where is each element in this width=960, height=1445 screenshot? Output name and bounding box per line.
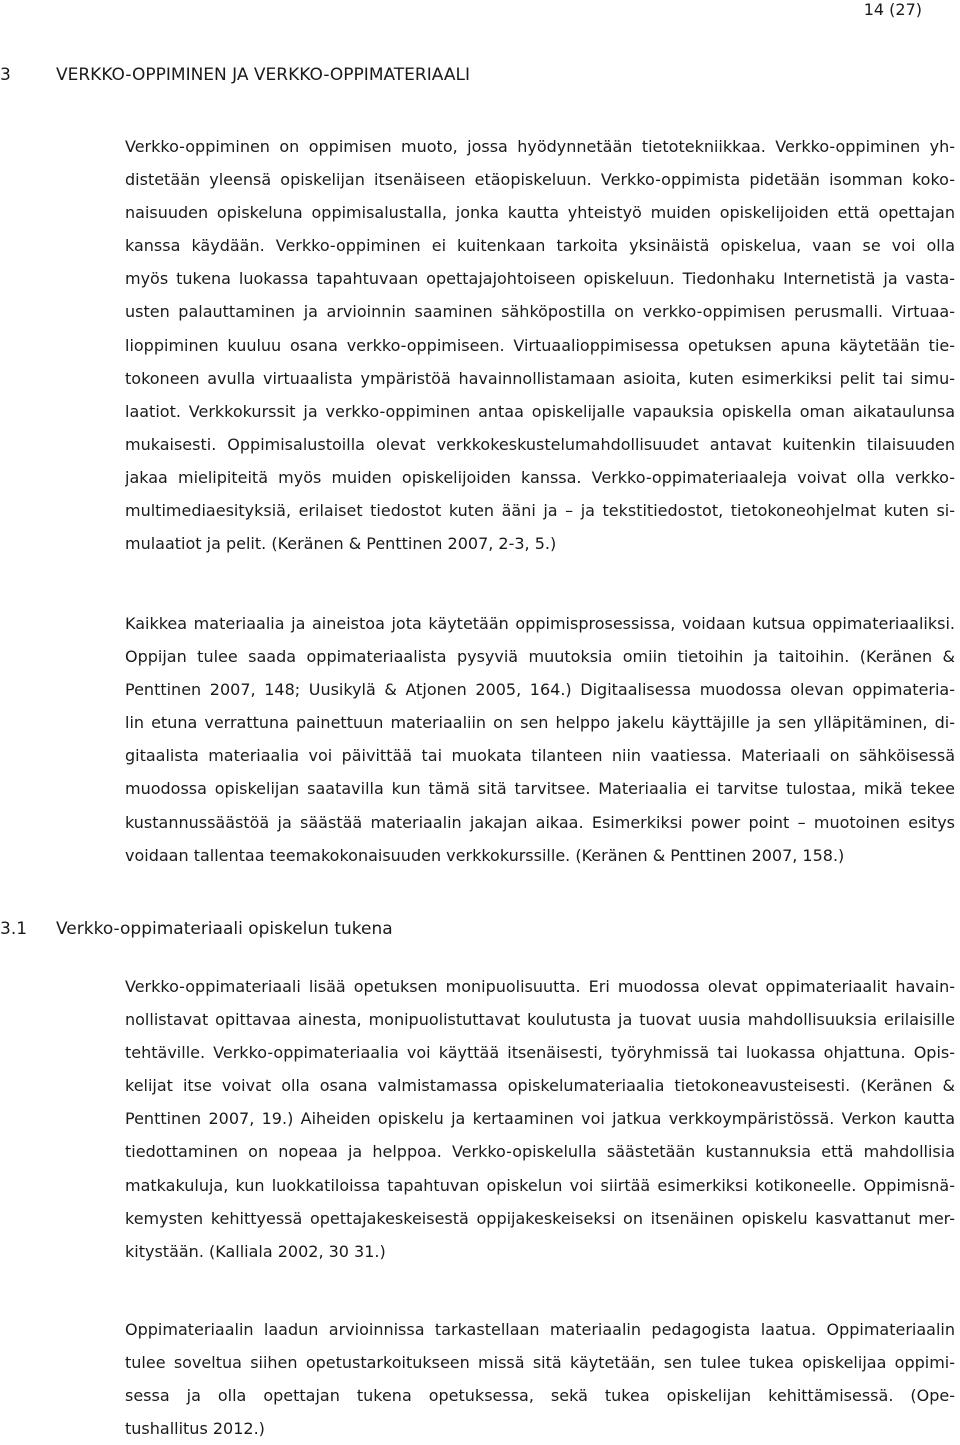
section-heading-3: [0, 64, 470, 86]
text-line: Verkko-oppiminen on oppimisen muoto, jossa hyödynnetään tietotekniikkaa. Verkko-oppiminen yh-: [125, 137, 955, 156]
text-line: tushallitus 2012.): [125, 1419, 265, 1439]
text-line: Oppijan tulee saada oppimateriaalista pysyviä muutoksia omiin tietoihin ja taitoihin. (Keränen &: [125, 647, 955, 667]
text-line: voidaan tallentaa teemakokonaisuuden verkkokurssille. (Keränen & Penttinen 2007, 158.): [125, 845, 845, 865]
text-line: lin etuna verrattuna painettuun materiaaliin on sen helppo jakelu käyttäjille ja sen ylläpitäminen, di-: [125, 713, 955, 733]
text-line: mukaisesti. Oppimisalustoilla olevat verkkokeskustelumahdollisuudet antavat kuitenkin tilaisuuden: [125, 434, 955, 454]
paragraph-1: [125, 130, 955, 560]
text-line: Kaikkea materiaalia ja aineistoa jota käytetään oppimisprosessissa, voidaan kutsua oppimateriaaliksi.: [125, 614, 955, 633]
text-line: Oppimateriaalin laadun arvioinnissa tarkastellaan materiaalin pedagogista laatua. Oppimateriaalin: [125, 1320, 955, 1339]
text-line: Penttinen 2007, 19.) Aiheiden opiskelu ja kertaaminen voi jatkua verkkoympäristössä. Verkon kautta: [125, 1109, 955, 1129]
text-line: kelijat itse voivat olla osana valmistamassa opiskelumateriaalia tietokoneavusteisesti. (Keränen &: [125, 1076, 955, 1096]
text-line: matkakuluja, kun luokkatiloissa tapahtuvan opiskelun voi siirtää esimerkiksi kotikoneelle. Oppimisnä-: [125, 1175, 955, 1195]
text-line: sessa ja olla opettajan tukena opetuksessa, sekä tukea opiskelijan kehittämisessä. (Ope-: [125, 1386, 955, 1406]
text-line: laatiot. Verkkokurssit ja verkko-oppiminen antaa opiskelijalle vapauksia opiskella oman aikataulunsa: [125, 401, 955, 421]
section-heading-3-1: [0, 918, 393, 940]
text-line: kemysten kehittyessä opettajakeskeisestä oppijakeskeiseksi on itsenäinen opiskelu kasvattanut mer-: [125, 1208, 955, 1228]
text-line: muodossa opiskelijan saatavilla kun tämä sitä tarvitsee. Materiaalia ei tarvitse tulostaa, mikä tekee: [125, 779, 955, 799]
text-line: kustannussäästöä ja säästää materiaalin jakajan aikaa. Esimerkiksi power point – muotoinen esitys: [125, 812, 955, 832]
text-line: distetään yleensä opiskelijan itsenäiseen etäopiskeluun. Verkko-oppimista pidetään isomman koko-: [125, 170, 955, 190]
text-line: mulaatiot ja pelit. (Keränen & Penttinen 2007, 2-3, 5.): [125, 534, 557, 554]
text-line: tulee soveltua siihen opetustarkoitukseen missä sitä käytetään, sen tulee tukea opiskelijaa oppimi-: [125, 1353, 955, 1373]
text-line: kanssa käydään. Verkko-oppiminen ei kuitenkaan tarkoita yksinäistä opiskelua, vaan se voi olla: [125, 236, 955, 256]
text-line: myös tukena luokassa tapahtuvaan opettajajohtoiseen opiskeluun. Tiedonhaku Internetistä ja vasta-: [125, 269, 955, 289]
text-line: usten palauttaminen ja arvioinnin saaminen sähköpostilla on verkko-oppimisen perusmalli. Virtuaa-: [125, 302, 955, 322]
section-title: Verkko-oppimateriaali opiskelun tukena: [56, 919, 393, 939]
page-number: 14 (27): [863, 0, 922, 19]
text-line: Verkko-oppimateriaali lisää opetuksen monipuolisuutta. Eri muodossa olevat oppimateriaalit havain-: [125, 977, 955, 996]
text-line: kitystään. (Kalliala 2002, 30 31.): [125, 1241, 386, 1261]
text-line: nollistavat opittavaa ainesta, monipuolistuttavat koulutusta ja tuovat uusia mahdollisuuksia erilaisille: [125, 1010, 955, 1030]
text-line: jakaa mielipiteitä myös muiden opiskelijoiden kanssa. Verkko-oppimateriaaleja voivat olla verkko-: [125, 467, 955, 487]
text-line: Penttinen 2007, 148; Uusikylä & Atjonen 2005, 164.) Digitaalisessa muodossa olevan oppimateria-: [125, 680, 955, 700]
text-line: multimediaesityksiä, erilaiset tiedostot kuten ääni ja – ja tekstitiedostot, tietokoneohjelmat kuten si-: [125, 501, 955, 521]
text-line: tehtäville. Verkko-oppimateriaalia voi käyttää itsenäisesti, työryhmissä tai luokassa ohjattuna. Opis-: [125, 1043, 955, 1063]
paragraph-3: [125, 970, 955, 1268]
section-number: 3.1: [0, 919, 28, 939]
paragraph-2: [125, 607, 955, 872]
text-line: gitaalista materiaalia voi päivittää tai muokata tilanteen niin vaatiessa. Materiaali on sähköisessä: [125, 746, 955, 766]
section-number: 3: [0, 65, 11, 85]
paragraph-4: [125, 1313, 955, 1445]
text-line: naisuuden opiskeluna oppimisalustalla, jonka kautta yhteistyö muiden opiskelijoiden että opettajan: [125, 203, 955, 223]
text-line: tiedottaminen on nopeaa ja helppoa. Verkko-opiskelulla säästetään kustannuksia että mahdollisia: [125, 1142, 955, 1162]
text-line: lioppiminen kuuluu osana verkko-oppimiseen. Virtuaalioppimisessa opetuksen apuna käytetään tie-: [125, 335, 955, 355]
text-line: tokoneen avulla virtuaalista ympäristöä havainnollistamaan asioita, kuten esimerkiksi pelit tai simu-: [125, 368, 955, 388]
section-title: VERKKO-OPPIMINEN JA VERKKO-OPPIMATERIAALI: [56, 65, 470, 85]
